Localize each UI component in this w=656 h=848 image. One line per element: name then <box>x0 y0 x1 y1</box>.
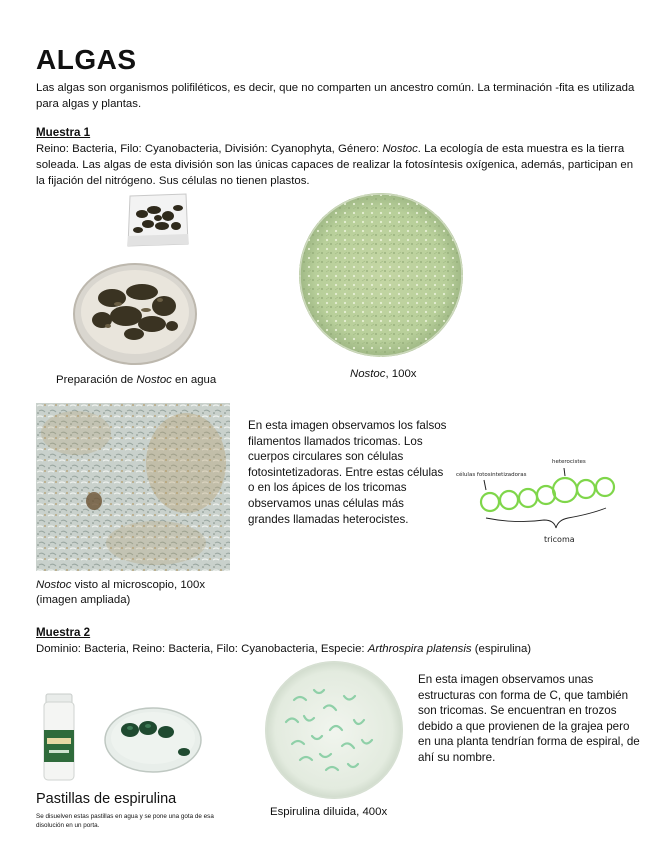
spirulina-400x-micrograph <box>264 660 404 800</box>
muestra-1-heading: Muestra 1 <box>36 126 91 139</box>
muestra-1-genus: Nostoc <box>382 143 418 155</box>
caption-nostoc-zoomed <box>36 578 246 608</box>
caption-nostoc-100x <box>350 368 416 380</box>
diagram-label-heterocist: heterocistes <box>552 459 586 465</box>
caption-prep-a: Preparación de <box>56 374 137 386</box>
caption-prep-genus: Nostoc <box>136 374 172 386</box>
nostoc-box-photo <box>124 192 190 250</box>
nostoc-100x-micrograph <box>298 192 464 358</box>
caption-100x-b: , 100x <box>385 368 417 380</box>
muestra-1-text-b: . La ecología de esta muestra es la tierra soleada. Las algas de esta división son las únicas capaces de realizar la fotosíntesis oxígenica, además, participan en la fijación del nitrógeno. Sus células no tienen plastos. <box>36 143 634 187</box>
nostoc-petri-dish-photo <box>72 262 198 366</box>
diagram-label-cells: células fotosintetizadoras <box>456 472 527 478</box>
caption-nostoc-preparation <box>56 374 216 386</box>
spirulina-description: En esta imagen observamos unas estructuras con forma de C, que también son tricomas. Se encuentran en trozos debido a que provienen de la grajea pero en una planta tendrían forma de espiral, de ahí su nombre. <box>418 673 640 764</box>
page-title: ALGAS <box>36 44 137 75</box>
nostoc-description: En esta imagen observamos los falsos filamentos llamados tricomas. Los cuerpos circulares son células fotosintetizadoras. Entre estas células o en los ápices de los tricomas observamos unas células más grandes llamadas heterocistes. <box>248 419 447 526</box>
muestra-2-text <box>36 641 641 657</box>
spirulina-pills-photo <box>38 690 204 784</box>
spirulina-pills-title: Pastillas de espirulina <box>36 791 177 807</box>
trichome-diagram <box>456 446 626 546</box>
muestra-2-text-a: Dominio: Bacteria, Reino: Bacteria, Filo: Cyanobacteria, Especie: <box>36 643 368 655</box>
caption-zoom-genus: Nostoc <box>36 579 72 591</box>
diagram-label-trichome: tricoma <box>544 535 575 544</box>
spirulina-pills-note: Se disuelven estas pastillas en agua y se pone una gota de esa disolución en un porta. <box>36 813 214 829</box>
caption-prep-b: en agua <box>171 374 217 386</box>
nostoc-zoomed-micrograph <box>36 403 230 571</box>
muestra-2-species: Arthrospira platensis <box>367 643 472 655</box>
muestra-2-heading: Muestra 2 <box>36 626 91 639</box>
intro-paragraph: Las algas son organismos polifiléticos, es decir, que no comparten un ancestro común. La terminación -fita es utilizada para algas y plantas. <box>36 82 635 110</box>
muestra-1-text-a: Reino: Bacteria, Filo: Cyanobacteria, División: Cyanophyta, Género: <box>36 143 383 155</box>
muestra-1-text <box>36 141 641 189</box>
muestra-2-text-b: (espirulina) <box>471 643 532 655</box>
caption-100x-genus: Nostoc <box>350 368 386 380</box>
caption-zoom-b: visto al microscopio, 100x (imagen ampliada) <box>36 579 206 606</box>
caption-spirulina-400x: Espirulina diluida, 400x <box>270 806 388 818</box>
